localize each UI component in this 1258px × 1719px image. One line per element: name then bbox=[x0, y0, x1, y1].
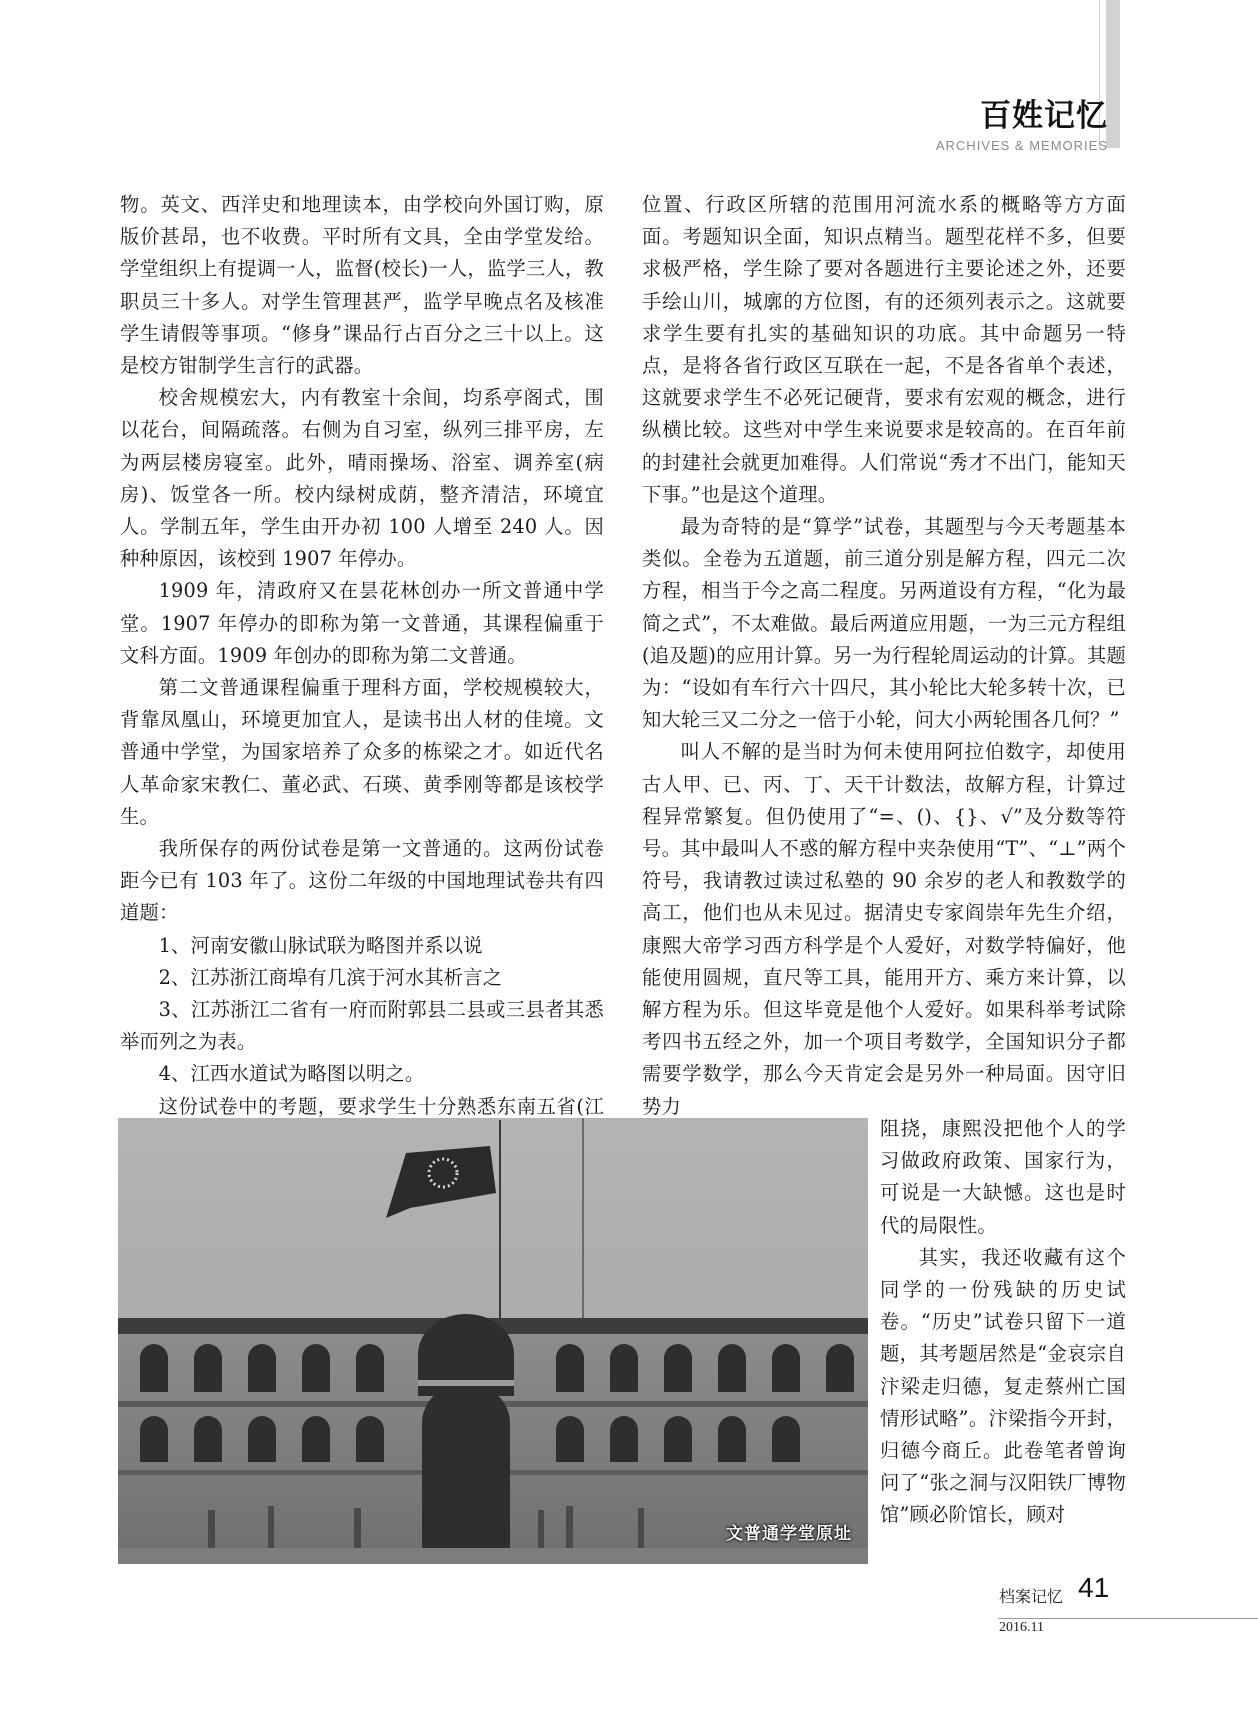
paragraph: 物。英文、西洋史和地理读本，由学校向外国订购，原版价甚昂，也不收费。平时所有文具，全由学堂发给。学堂组织上有提调一人，监督(校长)一人，监学三人，教职员三十多人。对学生管理甚严，监学早晚点名及核准学生请假等事项。“修身”课品行占百分之三十以上。这是校方钳制学生言行的武器。 bbox=[120, 193, 604, 378]
paragraph: 阻挠，康熙没把他个人的学习做政府政策、国家行为，可说是一大缺憾。这也是时代的局限性。 bbox=[880, 1117, 1126, 1237]
footer-issue-date: 2016.11 bbox=[999, 1620, 1044, 1635]
exam-question: 1、河南安徽山脉试联为略图并系以说 bbox=[158, 933, 483, 957]
footer-rule bbox=[998, 1618, 1258, 1619]
exam-question: 4、江西水道试为略图以明之。 bbox=[158, 1062, 425, 1086]
paragraph: 第二文普通课程偏重于理科方面，学校规模较大，背靠凤凰山，环境更加宜人，是读书出人材的佳境。文普通中学堂，为国家培养了众多的栋梁之才。如近代名人革命家宋教仁、董必武、石瑛、黄季刚等都是该校学生。 bbox=[120, 676, 604, 828]
page-number: 41 bbox=[1078, 1572, 1110, 1603]
paragraph: 叫人不解的是当时为何未使用阿拉伯数字，却使用古人甲、已、丙、丁、天干计数法，故解方程，计算过程异常繁复。但仍使用了“=、()、{}、√”及分数等符号。其中最叫人不惑的解方程中夹杂使用“T”、“⊥”两个符号，我请教过读过私塾的 90 余岁的老人和教数学的高工，他们也从未见过。据清史专家阎崇年先生介绍，康熙大帝学习西方科学是个人爱好，对数学特偏好，他能使用圆规，直尺等工具，能用开方、乘方来计算，以解方程为乐。但这毕竟是他个人爱好。如果科举考试除考四书五经之外，加一个项目考数学，全国知识分子都需要学数学，那么今天肯定会是另外一种局面。因守旧势力 bbox=[642, 740, 1126, 1118]
side-column bbox=[880, 1113, 1126, 1532]
paragraph: 最为奇特的是“算学”试卷，其题型与今天考题基本类似。全卷为五道题，前三道分别是解方程，四元二次方程，相当于今之高二程度。另两道设有方程，“化为最简之式”，不太难做。最后两道应用题，一为三元方程组(追及题)的应用计算。另一为行程轮周运动的计算。其题为：“设如有车行六十四尺，其小轮比大轮多转十次，已知大轮三又二分之一倍于小轮，问大小两轮围各几何？” bbox=[642, 515, 1126, 732]
exam-question: 2、江苏浙江商埠有几滨于河水其析言之 bbox=[158, 965, 503, 989]
photo-caption: 文普通学堂原址 bbox=[726, 1524, 852, 1544]
paragraph: 位置、行政区所辖的范围用河流水系的概略等方方面面。考题知识全面，知识点精当。题型花样不多，但要求极严格，学生除了要对各题进行主要论述之外，还要手绘山川，城廓的方位图，有的还须列表示之。这就要求学生要有扎实的基础知识的功底。其中命题另一特点，是将各省行政区互联在一起，不是各省单个表述，这就要求学生不必死记硬背，要求有宏观的概念，进行纵横比较。这些对中学生来说要求是较高的。在百年前的封建社会就更加难得。人们常说“秀才不出门，能知天下事。”也是这个道理。 bbox=[642, 193, 1126, 506]
paragraph: 校舍规模宏大，内有教室十余间，均系亭阁式，围以花台，间隔疏落。右侧为自习室，纵列三排平房，左为两层楼房寝室。此外，晴雨操场、浴室、调养室(病房)、饭堂各一所。校内绿树成荫，整齐清洁，环境宜人。学制五年，学生由开办初 100 人增至 240 人。因种种原因，该校到 1907 年停办。 bbox=[120, 386, 604, 571]
section-title: 百姓记忆 bbox=[980, 98, 1108, 134]
header-edge-bar bbox=[1106, 0, 1120, 148]
section-subtitle: ARCHIVES & MEMORIES bbox=[935, 138, 1108, 153]
paragraph: 这份试卷中的考题，要求学生十分熟悉东南五省(江 bbox=[158, 1094, 604, 1118]
historic-school-photo bbox=[118, 1118, 868, 1564]
footer-magazine-name: 档案记忆 bbox=[999, 1589, 1064, 1606]
paragraph: 1909 年，清政府又在昙花林创办一所文普通中学堂。1907 年停办的即称为第一文普通，其课程偏重于文科方面。1909 年创办的即称为第二文普通。 bbox=[120, 579, 604, 667]
paragraph: 我所保存的两份试卷是第一文普通的。这两份试卷距今已有 103 年了。这份二年级的中国地理试卷共有四道题： bbox=[120, 837, 604, 925]
school-building-illustration bbox=[118, 1118, 868, 1564]
right-column bbox=[642, 189, 1126, 1123]
exam-question: 3、江苏浙江二省有一府而附郭县二县或三县者其悉举而列之为表。 bbox=[120, 998, 604, 1054]
paragraph: 其实，我还收藏有这个同学的一份残缺的历史试卷。“历史”试卷只留下一道题，其考题居然是“金哀宗自汴梁走归德，复走蔡州亡国情形试略”。汴梁指今开封，归德今商丘。此卷笔者曾询问了“张之洞与汉阳铁厂博物馆”顾必阶馆长，顾对 bbox=[880, 1245, 1126, 1527]
left-column bbox=[120, 189, 604, 1155]
